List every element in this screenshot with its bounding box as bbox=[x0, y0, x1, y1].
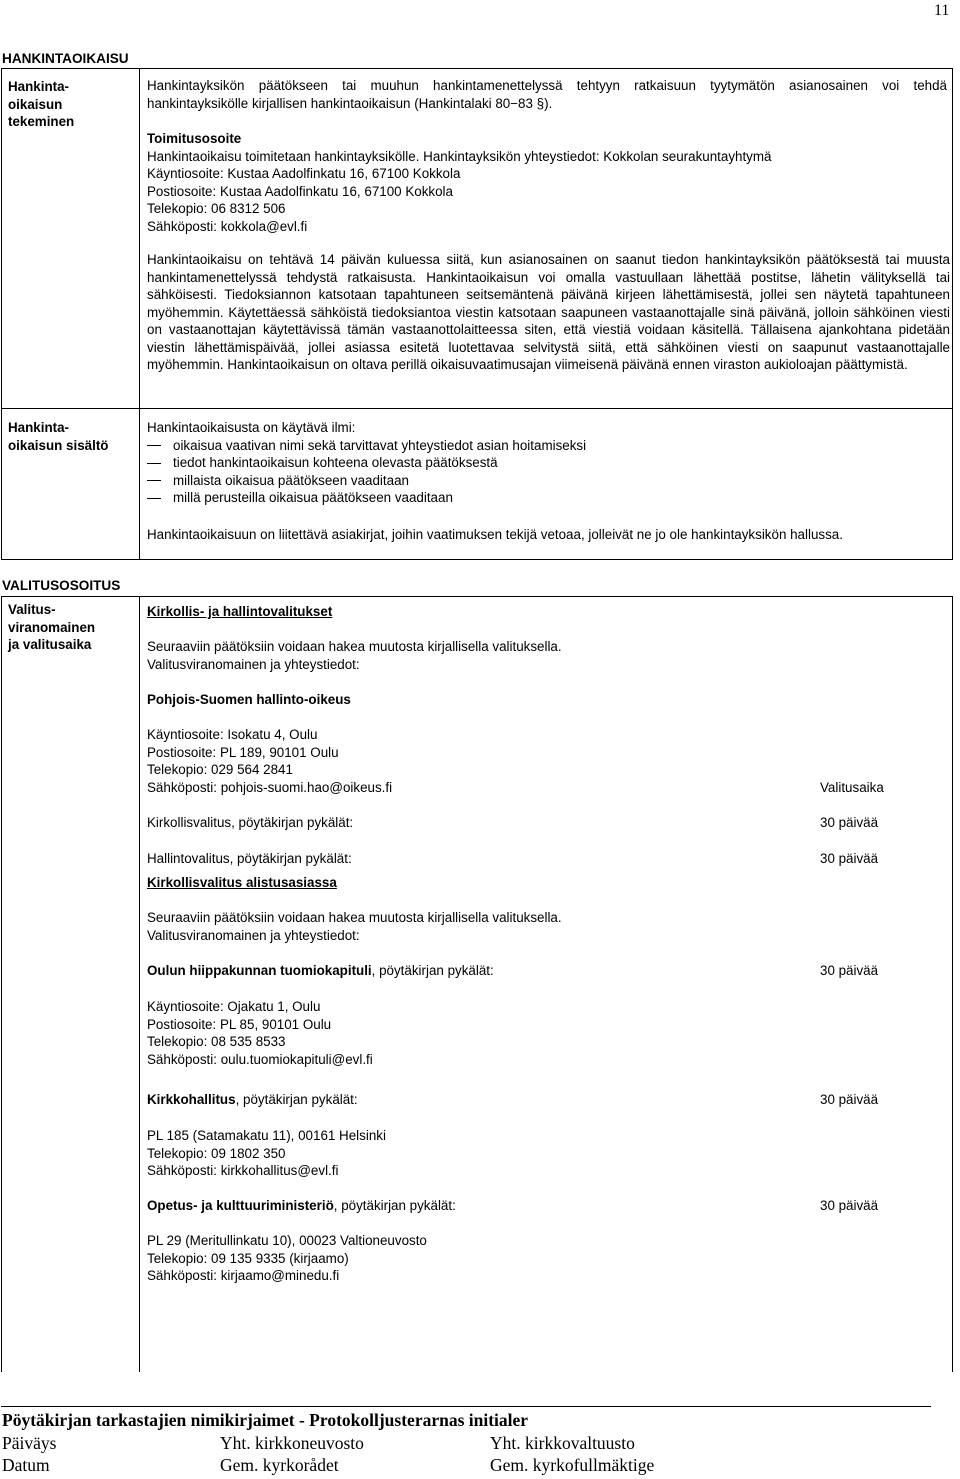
page-number: 11 bbox=[934, 2, 950, 19]
footer-row-1: Päiväys Yht. kirkkoneuvosto Yht. kirkkovaltuusto bbox=[2, 1433, 635, 1453]
list-item: tiedot hankintaoikaisun kohteena olevasta päätöksestä bbox=[147, 454, 947, 472]
ministerio-contact: PL 29 (Meritullinkatu 10), 00023 Valtioneuvosto Telekopio: 09 135 9335 (kirjaamo) Sähköposti: kirjaamo@minedu.fi bbox=[147, 1233, 427, 1283]
valitus-right-border bbox=[952, 596, 953, 1372]
kirkollisvalitus-row: Kirkollisvalitus, pöytäkirjan pykälät: 30 päivää bbox=[147, 815, 879, 830]
section-title-valitusosoitus: VALITUSOSOITUS bbox=[2, 578, 121, 593]
footer-title: Pöytäkirjan tarkastajien nimikirjaimet - Protokolljusterarnas initialer bbox=[2, 1410, 529, 1430]
hallintovalitus-row: Hallintovalitus, pöytäkirjan pykälät: 30 päivää bbox=[147, 851, 879, 866]
row-label-tekeminen: Hankinta- oikaisun tekeminen bbox=[8, 79, 75, 129]
row-label-sisalto: Hankinta- oikaisun sisältö bbox=[8, 420, 109, 453]
footer-row-2: Datum Gem. kyrkorådet Gem. kyrkofullmäktige bbox=[2, 1455, 655, 1475]
dash-bullet-icon bbox=[147, 463, 161, 464]
kirkollis-heading: Kirkollis- ja hallintovalitukset bbox=[147, 604, 333, 619]
court-name: Pohjois-Suomen hallinto-oikeus bbox=[147, 692, 351, 707]
row-label-valitus: Valitus- viranomainen ja valitusaika bbox=[8, 602, 96, 652]
tuomiokapituli-contact: Käyntiosoite: Ojakatu 1, Oulu Postiosoite: PL 85, 90101 Oulu Telekopio: 08 535 8533 Sähköposti: oulu.tuomiokapituli@evl.fi bbox=[147, 999, 373, 1067]
valitus-left-border bbox=[1, 596, 2, 1372]
dash-bullet-icon bbox=[147, 498, 161, 499]
section-title-hankintaoikaisu: HANKINTAOIKAISU bbox=[2, 51, 129, 66]
attachments-note: Hankintaoikaisuun on liitettävä asiakirjat, joihin vaatimuksen tekijä vetoaa, jolleivät ne jo ole hankintayksikön hallussa. bbox=[147, 527, 843, 542]
content-list-block bbox=[147, 419, 947, 507]
valitus-top-border bbox=[1, 596, 953, 597]
row-divider bbox=[1, 408, 953, 409]
list-item: millaista oikaisua päätökseen vaaditaan bbox=[147, 472, 947, 490]
toimitusosoite-title: Toimitusosoite bbox=[147, 131, 242, 146]
intro-paragraph: Hankintayksikön päätökseen tai muuhun hankintamenettelyssä tehtyyn ratkaisuun tyytymätön asianosainen voi tehdä hankintayksikölle kirjallisen hankintaoikaisun (Hankintalaki 80−83 §). bbox=[147, 78, 947, 111]
kirkkohallitus-row: Kirkkohallitus, pöytäkirjan pykälät: 30 päivää bbox=[147, 1092, 879, 1107]
footer-rule bbox=[1, 1406, 931, 1407]
content-intro: Hankintaoikaisusta on käytävä ilmi: bbox=[147, 420, 356, 435]
kirkkohallitus-contact: PL 185 (Satamakatu 11), 00161 Helsinki Telekopio: 09 1802 350 Sähköposti: kirkkohallitus@evl.fi bbox=[147, 1128, 386, 1178]
valitus-column-divider bbox=[139, 596, 140, 1372]
tuomiokapituli-row: Oulun hiippakunnan tuomiokapituli, pöytäkirjan pykälät: 30 päivää bbox=[147, 963, 879, 978]
ministerio-row: Opetus- ja kulttuuriministeriö, pöytäkirjan pykälät: 30 päivää bbox=[147, 1198, 879, 1213]
dash-bullet-icon bbox=[147, 480, 161, 481]
deadline-paragraph: Hankintaoikaisu on tehtävä 14 päivän kuluessa siitä, kun asianosainen on saanut tiedon hankintayksikön päätöksestä tai muusta hankintamenettelyssä tehdystä ratkaisusta. Hankintaoikaisun voi omalla vastuullaan lähettää postitse, lähetin välityksellä tai sähköisesti. Tiedoksiannon katsotaan tapahtuneen seitsemäntenä päivänä kirjeen lähettämisestä, jollei sen näytetä tapahtuneen myöhemmin. Käytettäessä sähköistä tiedoksiantoa viestin katsotaan saapuneen vastaanottajalle sinä päivänä, jolloin sähköinen viesti on vastaanottajan käytettävissä tämän vastaanottolaitteessa siten, että viestiä voidaan käsitellä. Tällaisena ajankohtana pidetään viestin lähettämispäivää, jollei asiassa esitetä luotettavaa selvitystä siitä, että sähköinen viesti on saapunut vastaanottajalle myöhemmin. Hankintaoikaisun on oltava perillä oikaisuvaatimusajan viimeisenä päivänä ennen viraston aukioloajan päättymistä. bbox=[147, 252, 950, 372]
alistus-heading: Kirkollisvalitus alistusasiassa bbox=[147, 875, 337, 890]
list-item: millä perusteilla oikaisua päätökseen vaaditaan bbox=[147, 489, 947, 507]
list-item: oikaisua vaativan nimi sekä tarvittavat yhteystiedot asian hoitamiseksi bbox=[147, 437, 947, 455]
column-divider bbox=[139, 68, 140, 560]
court-contact: Käyntiosoite: Isokatu 4, Oulu Postiosoite: PL 189, 90101 Oulu Telekopio: 029 564 2841 Sähköposti: pohjois-suomi.hao@oikeus.fi bbox=[147, 727, 393, 795]
alistus-intro: Seuraaviin päätöksiin voidaan hakea muutosta kirjallisella valituksella. Valitusviranomainen ja yhteystiedot: bbox=[147, 910, 562, 943]
valitusaika-label: Valitusaika bbox=[820, 780, 884, 795]
kirkollis-intro: Seuraaviin päätöksiin voidaan hakea muutosta kirjallisella valituksella. Valitusviranomainen ja yhteystiedot: bbox=[147, 639, 562, 672]
toimitusosoite-block: Toimitusosoite Hankintaoikaisu toimitetaan hankintayksikölle. Hankintayksikön yhteystiedot: Kokkolan seurakuntayhtymä Käyntiosoite: Kustaa Aadolfinkatu 16, 67100 Kokkola Postiosoite: Kustaa Aadolfinkatu 16, 67100 Kokkola Telekopio: 06 8312 506 Sähköposti: kokkola@evl.fi bbox=[147, 130, 947, 235]
dash-bullet-icon bbox=[147, 445, 161, 446]
